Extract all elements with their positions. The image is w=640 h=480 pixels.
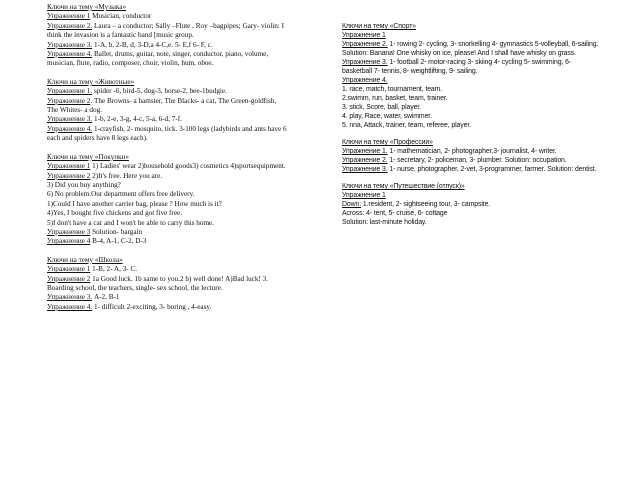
answer-text: Solution: Banana! One whisky on ice, please! And I shall have whisky on grass.: [342, 50, 576, 57]
exercise-label: Упражнение 4.: [47, 50, 93, 59]
exercise-label: Упражнение 1: [342, 32, 386, 39]
section-heading: Ключи на тему «Школа»: [47, 255, 123, 264]
answer-line: [47, 275, 287, 294]
section-heading: Ключи на тему «Покупки»: [47, 152, 129, 161]
answer-line: [47, 41, 287, 50]
section-heading: Ключи на тему «Музыка»: [47, 3, 127, 11]
section-school: [47, 256, 287, 312]
answer-text: 1- football 2- motor-racing 3- skiing 4- cycling 5- swimming, 6- basketball 7- tennis, 8- weightlifting, 9- sailing.: [342, 59, 571, 75]
answer-line: [47, 209, 287, 218]
exercise-label: Упражнение 3.: [47, 293, 93, 302]
answer-line: [342, 191, 602, 200]
answer-text: 1-B, 2- A, 3- C.: [90, 265, 138, 274]
answer-line: [47, 115, 287, 124]
answer-line: [342, 200, 602, 209]
answer-line: [342, 165, 602, 174]
answer-text: 1- mathematician, 2- photographer,3- journalist, 4- writer.: [387, 148, 557, 155]
section-heading: Ключи на тему «Путешествие (отпуск)»: [342, 183, 465, 190]
answer-text: 1-b, 2-e, 3-g, 4-c, 5-a, 6-d, 7-f.: [92, 115, 182, 124]
exercise-label: Упражнение 4: [47, 237, 91, 246]
answer-text: 1)Could I have another carrier bag, please ? How much is it?: [47, 199, 222, 208]
answer-text: 1- rowing 2- cycling, 3- snorkelling 4- gymnastics 5-volleyball, 6-sailing.: [387, 41, 599, 48]
answer-text: 2.swimm, run, basket, team, trainer.: [342, 95, 448, 102]
answer-line: [342, 58, 602, 76]
exercise-label: Упражнение 3.: [47, 115, 93, 124]
answer-text: Ballet, drums, guitar, note, singer, conductor, piano, volume, musician, flute, radio, composer, choir, violin, hum, oboe.: [47, 50, 269, 68]
exercise-label: Упражнение 1: [342, 192, 386, 199]
answer-line: [47, 87, 287, 96]
left-column: [47, 0, 287, 321]
answer-line: [342, 103, 602, 112]
answer-text: 1.resident, 2- sightseeing tour, 3- campsite.: [361, 201, 491, 208]
answer-line: [342, 121, 602, 130]
answer-line: [342, 85, 602, 94]
answer-text: spider -6, bird-5, dog-3, horse-2, bee-1budgie.: [92, 87, 227, 96]
answer-text: 5. nna, Attack, trainer, team, referee, player.: [342, 122, 471, 129]
answer-line: [47, 172, 287, 181]
answer-text: Solution: last-minute holiday.: [342, 219, 427, 226]
answer-text: 1-crayfish, 2- mosquito, tick. 3-100 legs (ladybirds and ants have 6 each and spiders have 8 legs each).: [47, 124, 287, 143]
exercise-label: Упражнение 1: [47, 265, 91, 274]
answer-line: [342, 209, 602, 218]
section-professions: [342, 138, 602, 174]
exercise-label: Упражнение 1.: [47, 87, 93, 96]
answer-line: [47, 265, 287, 274]
answer-line: [342, 218, 602, 227]
answer-text: Across: 4- tent, 5- cruise, 6- cottage: [342, 210, 448, 217]
exercise-label: Упражнение 2: [47, 274, 91, 283]
answer-text: 1) Ladies' wear 2)household goods3) cosmetics 4)sportsequipment.: [90, 162, 286, 171]
exercise-label: Упражнение 3.: [47, 40, 93, 49]
answer-text: . The Browns- a hamster, The Blacks- a cat, The Green-goldfish, The Whites- a dog.: [47, 96, 277, 115]
answer-line: [47, 22, 287, 41]
exercise-label: Упражнение 4.: [47, 124, 93, 133]
answer-text: 1- secretary, 2- policeman, 3- plumber. Solution: occupation.: [387, 157, 567, 164]
exercise-label: Упражнение 1: [47, 12, 91, 21]
answer-text: 1a Good luck. 1b same to you.2 b) well done! A)Bad luck! 3. Boarding school, the teachers, single- sex school, the lecture.: [47, 274, 269, 292]
answer-line: [47, 162, 287, 171]
exercise-label: Упражнение 2: [47, 171, 91, 180]
exercise-label: Упражнение 3.: [342, 166, 388, 173]
answer-text: 4. play, Race, water, swimmer.: [342, 113, 432, 120]
right-column: [342, 0, 602, 235]
exercise-label: Упражнение 3.: [342, 59, 388, 66]
exercise-label: Упражнение 4.: [342, 77, 388, 84]
answer-line: [47, 228, 287, 237]
section-music: [47, 3, 287, 69]
exercise-label: Упражнение 4.: [47, 302, 93, 311]
exercise-label: Упражнение 3: [47, 227, 91, 236]
section-heading: Ключи на тему «Животные»: [47, 77, 135, 86]
answer-line: [342, 94, 602, 103]
answer-text: 3) Did you buy anything?: [47, 180, 121, 189]
answer-line: [47, 12, 287, 21]
exercise-label: Упражнение 2: [47, 96, 91, 105]
answer-text: B-4, A-1, C-2, D-3: [90, 237, 147, 246]
answer-text: 4)Yes, I bought five chickens and got five free.: [47, 209, 182, 218]
exercise-label: Упражнение 2.: [342, 157, 388, 164]
exercise-label: Упражнение 1.: [342, 148, 388, 155]
answer-line: [47, 97, 287, 116]
section-travel: [342, 182, 602, 227]
answer-text: 2)It's free. Here you are.: [90, 171, 163, 180]
answer-text: 3. stick, Score, ball, player.: [342, 104, 421, 111]
answer-line: [47, 190, 287, 199]
section-heading: Ключи на тему «Спорт»: [342, 23, 416, 30]
answer-text: 6) No problem.Our department offers free delivery.: [47, 190, 195, 199]
exercise-label: Упражнение 1: [47, 162, 91, 171]
exercise-label: Упражнение 2.: [342, 41, 388, 48]
answer-line: [342, 31, 602, 40]
answer-line: [47, 125, 287, 144]
answer-text: 1. race, match, tournament, team.: [342, 86, 443, 93]
answer-line: [47, 219, 287, 228]
section-heading: Ключи на тему «Профессии»: [342, 139, 433, 146]
answer-line: [47, 181, 287, 190]
answer-line: [342, 40, 602, 49]
answer-text: Solution- bargain: [90, 227, 143, 236]
answer-line: [47, 200, 287, 209]
exercise-label: Down:: [342, 201, 362, 208]
answer-line: [342, 76, 602, 85]
answer-text: 1- difficult 2-exciting, 3- boring , 4-easy.: [92, 302, 212, 311]
section-shopping: [47, 153, 287, 247]
answer-text: Laura – a conductor; Sally –Flute , Roy –bagpipes; Gary- violin: I think the invasion is a fantastic band [music group.: [47, 21, 284, 40]
section-sport: [342, 22, 602, 130]
answer-text: 1- nurse, photographer, 2-vet, 3-programmer, farmer. Solution: dentist.: [387, 166, 597, 173]
answer-line: [342, 112, 602, 121]
answer-line: [342, 156, 602, 165]
answer-line: [47, 50, 287, 69]
section-animals: [47, 78, 287, 144]
answer-line: [342, 49, 602, 58]
answer-text: 1-A, b, 2-B, d, 3-D,a 4-C,e. 5- E,f 6- F, c.: [92, 40, 213, 49]
answer-line: [47, 293, 287, 302]
answer-line: [342, 147, 602, 156]
answer-text: Musician, conductor: [90, 12, 152, 21]
answer-line: [47, 303, 287, 312]
answer-text: A-2, B-1: [92, 293, 120, 302]
exercise-label: Упражнение 2.: [47, 21, 93, 30]
answer-line: [47, 237, 287, 246]
answer-text: 5)I don't have a car and I won't be able to carry this home.: [47, 218, 215, 227]
